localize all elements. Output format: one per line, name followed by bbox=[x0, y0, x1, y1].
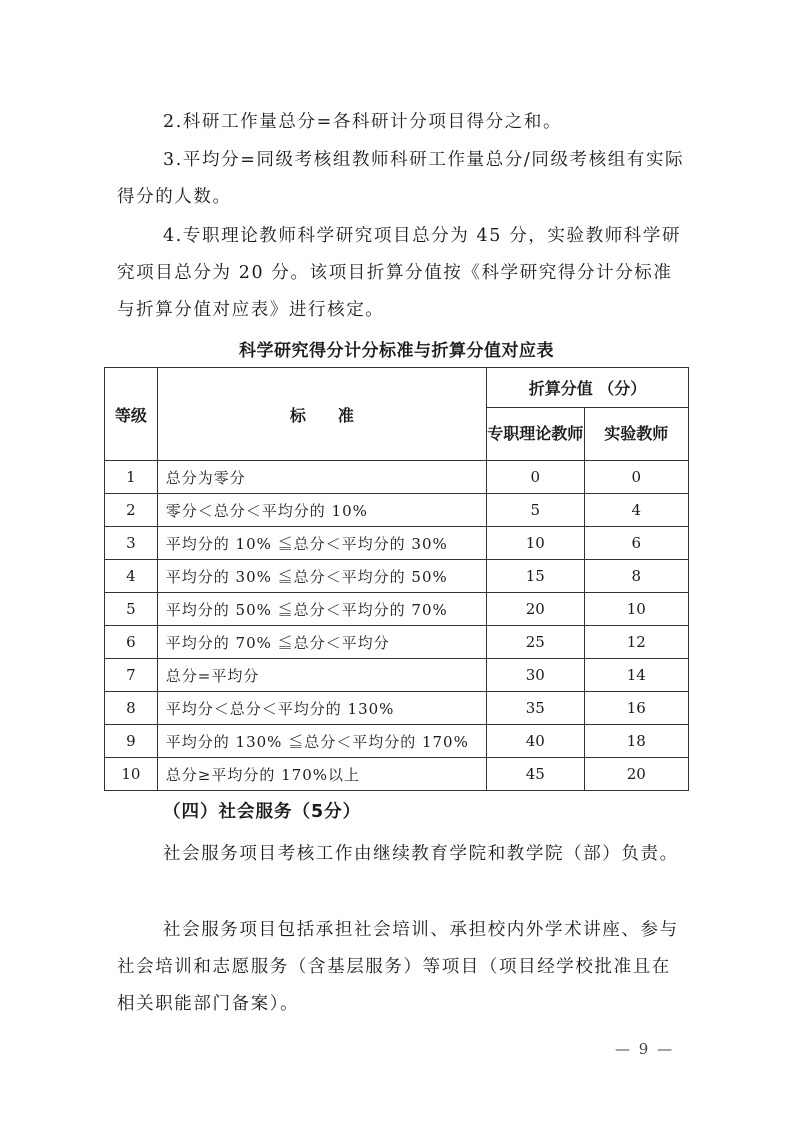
section-paragraph-2: 社会服务项目包括承担社会培训、承担校内外学术讲座、参与社会培训和志愿服务（含基层服务）等项目（项目经学校批准且在相关职能部门备案）。 bbox=[117, 920, 679, 1014]
table-title: 科学研究得分计分标准与折算分值对应表 bbox=[239, 341, 554, 361]
section-heading: （四）社会服务（5分） bbox=[163, 802, 362, 822]
cell-grade: 1 bbox=[105, 461, 158, 494]
cell-lab-score: 10 bbox=[584, 593, 689, 626]
cell-lab-score: 16 bbox=[584, 692, 689, 725]
table-row bbox=[105, 758, 689, 791]
cell-standard: 平均分＜总分＜平均分的 130% bbox=[157, 692, 486, 725]
cell-standard: 总分为零分 bbox=[157, 461, 486, 494]
cell-lab-score: 4 bbox=[584, 494, 689, 527]
cell-lab-score: 8 bbox=[584, 560, 689, 593]
cell-grade: 8 bbox=[105, 692, 158, 725]
cell-standard: 平均分的 50% ≦总分＜平均分的 70% bbox=[157, 593, 486, 626]
cell-grade: 7 bbox=[105, 659, 158, 692]
table-row bbox=[105, 725, 689, 758]
paragraph-2: 2.科研工作量总分=各科研计分项目得分之和。 bbox=[163, 112, 563, 132]
cell-lab-score: 20 bbox=[584, 758, 689, 791]
cell-lab-score: 0 bbox=[584, 461, 689, 494]
cell-standard: 总分≥平均分的 170%以上 bbox=[157, 758, 486, 791]
cell-theory-score: 40 bbox=[486, 725, 584, 758]
cell-theory-score: 0 bbox=[486, 461, 584, 494]
cell-grade: 6 bbox=[105, 626, 158, 659]
paragraph-3: 3.平均分=同级考核组教师科研工作量总分/同级考核组有实际得分的人数。 bbox=[117, 150, 685, 207]
page-number: — 9 — bbox=[615, 1040, 675, 1058]
cell-theory-score: 5 bbox=[486, 494, 584, 527]
cell-theory-score: 25 bbox=[486, 626, 584, 659]
cell-standard: 平均分的 10% ≦总分＜平均分的 30% bbox=[157, 527, 486, 560]
header-grade: 等级 bbox=[105, 368, 158, 461]
cell-lab-score: 14 bbox=[584, 659, 689, 692]
paragraph-4: 4.专职理论教师科学研究项目总分为 45 分，实验教师科学研究项目总分为 20 分。该项目折算分值按《科学研究得分计分标准与折算分值对应表》进行核定。 bbox=[117, 226, 682, 320]
cell-lab-score: 6 bbox=[584, 527, 689, 560]
cell-standard: 平均分的 130% ≦总分＜平均分的 170% bbox=[157, 725, 486, 758]
table-row bbox=[105, 626, 689, 659]
cell-grade: 5 bbox=[105, 593, 158, 626]
table-row bbox=[105, 527, 689, 560]
cell-standard: 平均分的 30% ≦总分＜平均分的 50% bbox=[157, 560, 486, 593]
cell-theory-score: 45 bbox=[486, 758, 584, 791]
table-row bbox=[105, 593, 689, 626]
table-row bbox=[105, 461, 689, 494]
cell-theory-score: 30 bbox=[486, 659, 584, 692]
score-conversion-table bbox=[104, 367, 689, 791]
cell-theory-score: 35 bbox=[486, 692, 584, 725]
cell-theory-score: 20 bbox=[486, 593, 584, 626]
table-row bbox=[105, 692, 689, 725]
cell-grade: 3 bbox=[105, 527, 158, 560]
cell-lab-score: 12 bbox=[584, 626, 689, 659]
cell-lab-score: 18 bbox=[584, 725, 689, 758]
table-row bbox=[105, 560, 689, 593]
cell-grade: 9 bbox=[105, 725, 158, 758]
table-row bbox=[105, 494, 689, 527]
section-paragraph-1: 社会服务项目考核工作由继续教育学院和教学院（部）负责。 bbox=[163, 844, 679, 864]
cell-theory-score: 15 bbox=[486, 560, 584, 593]
cell-theory-score: 10 bbox=[486, 527, 584, 560]
header-lab-teacher: 实验教师 bbox=[584, 408, 689, 461]
cell-grade: 4 bbox=[105, 560, 158, 593]
header-standard: 标 准 bbox=[157, 368, 486, 461]
table-row bbox=[105, 659, 689, 692]
cell-standard: 总分=平均分 bbox=[157, 659, 486, 692]
cell-standard: 平均分的 70% ≦总分＜平均分 bbox=[157, 626, 486, 659]
header-theory-teacher: 专职理论教师 bbox=[486, 408, 584, 461]
cell-grade: 10 bbox=[105, 758, 158, 791]
cell-grade: 2 bbox=[105, 494, 158, 527]
cell-standard: 零分＜总分＜平均分的 10% bbox=[157, 494, 486, 527]
header-converted-score: 折算分值 （分） bbox=[486, 368, 688, 408]
